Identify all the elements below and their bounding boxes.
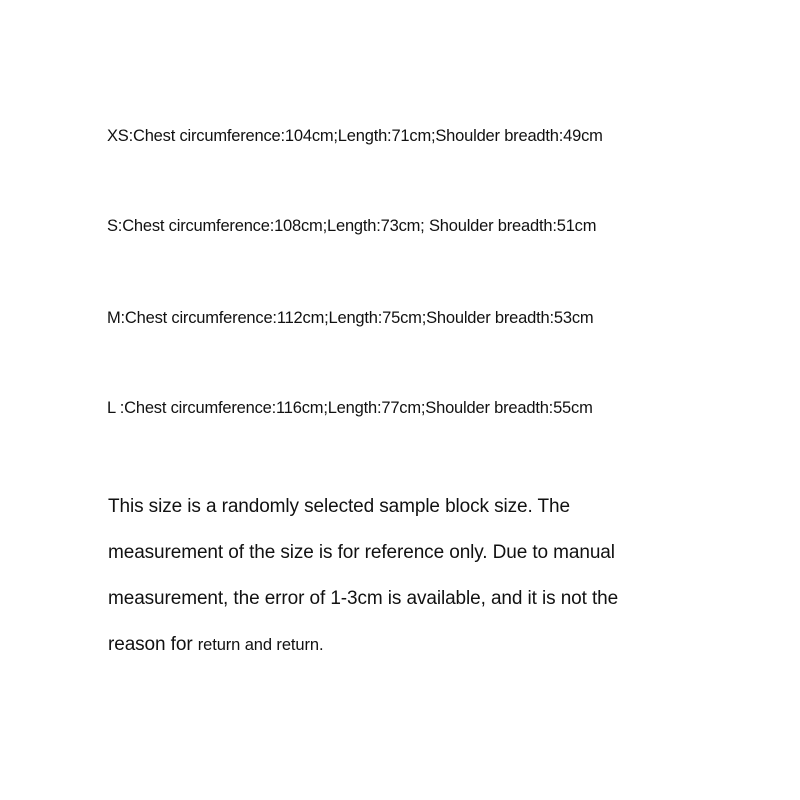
disclaimer-line-2: measurement of the size is for reference only. Due to manual xyxy=(108,542,615,563)
disclaimer-line-1: This size is a randomly selected sample block size. The xyxy=(108,496,570,517)
disclaimer-line-4-start: reason for xyxy=(108,634,198,655)
measurement-disclaimer xyxy=(108,484,728,668)
disclaimer-line-3: measurement, the error of 1-3cm is available, and it is not the xyxy=(108,588,619,609)
size-m-line: M:Chest circumference:112cm;Length:75cm;Shoulder breadth:53cm xyxy=(107,309,594,327)
size-s-line: S:Chest circumference:108cm;Length:73cm; Shoulder breadth:51cm xyxy=(107,217,597,235)
disclaimer-line-4 xyxy=(108,622,728,668)
disclaimer-line-4-end: return and return. xyxy=(197,636,324,654)
size-xs-line: XS:Chest circumference:104cm;Length:71cm;Shoulder breadth:49cm xyxy=(107,127,603,145)
size-l-line: L :Chest circumference:116cm;Length:77cm;Shoulder breadth:55cm xyxy=(107,399,593,417)
